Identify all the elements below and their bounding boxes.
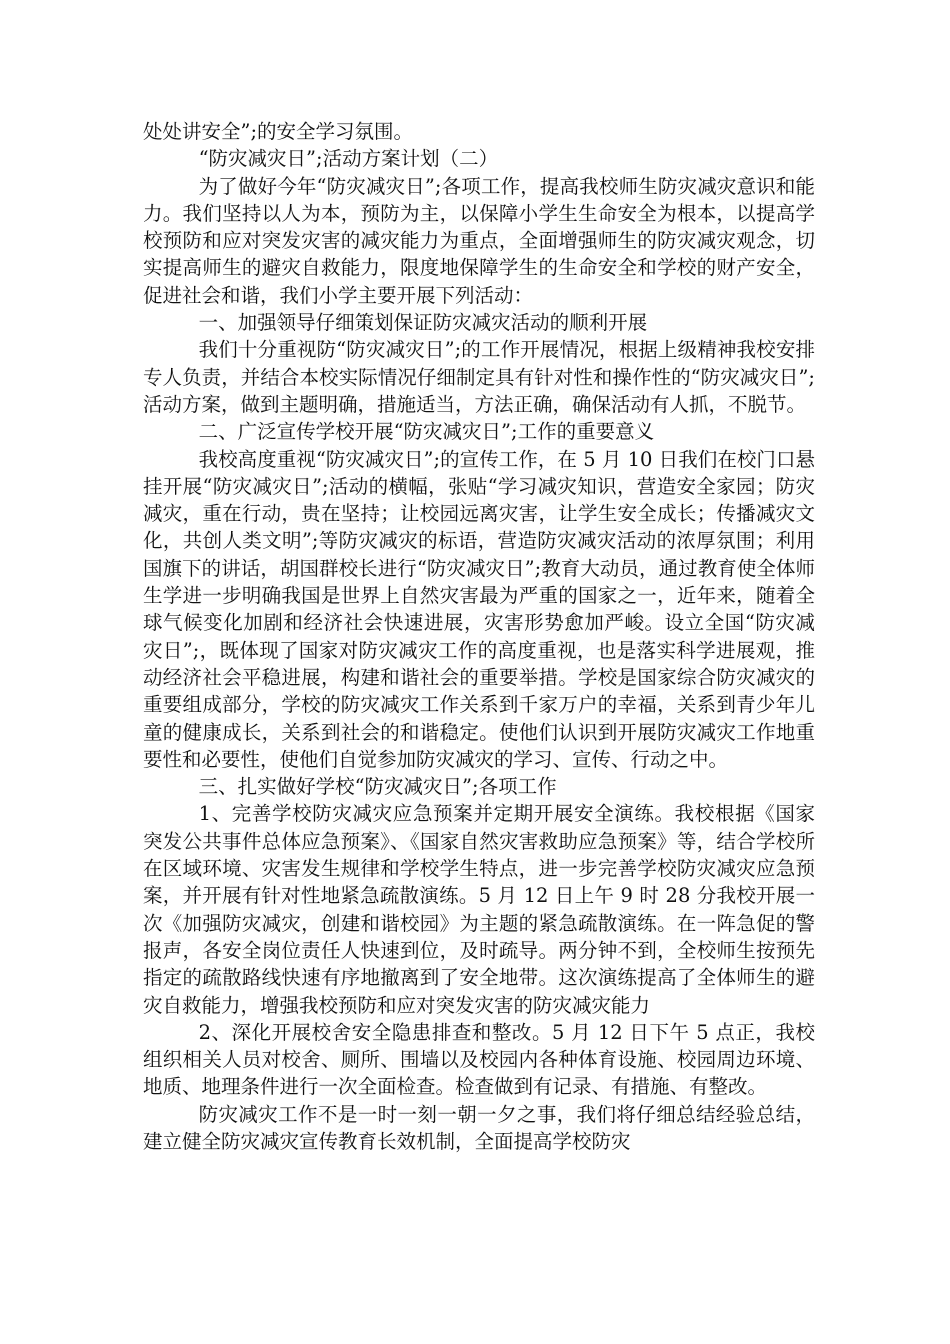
heading-3: 三、扎实做好学校“防灾减灾日”;各项工作: [198, 775, 557, 799]
heading-1: 一、加强领导仔细策划保证防灾减灾活动的顺利开展: [198, 311, 648, 335]
section-title: “防灾减灾日”;活动方案计划（二）: [198, 147, 499, 171]
paragraph-1: 处处讲安全”;的安全学习氛围。: [143, 120, 414, 143]
paragraph-heading-2-body: 我校高度重视“防灾减灾日”;的宣传工作，在 5 月 10 日我们在校门口悬挂开展“防灾减灾日”;活动的横幅，张贴“学习减灾知识，营造安全家园；防灾减灾，重在行动，贵在坚持；让校园远离灾害，让学生安全成长；传播减灾文化，共创人类文明”;等防灾减灾的标语，营造防灾减灾活动的浓厚氛围；利用国旗下的讲话，胡国群校长进行“防灾减灾日”;教育大动员，通过教育使全体师生学进一步明确我国是世界上自然灾害最为严重的国家之一，近年来，随着全球气候变化加剧和经济社会快速进展，灾害形势愈加严峻。设立全国“防灾减灾日”;，既体现了国家对防灾减灾工作的高度重视，也是落实科学进展观，推动经济社会平稳进展，构建和谐社会的重要举措。学校是国家综合防灾减灾的重要组成部分，学校的防灾减灾工作关系到千家万户的幸福，关系到青少年儿童的健康成长，关系到社会的和谐稳定。使他们认识到开展防灾减灾工作地重要性和必要性，使他们自觉参加防灾减灾的学习、宣传、行动之中。: [143, 447, 815, 771]
paragraph-closing: 防灾减灾工作不是一时一刻一朝一夕之事，我们将仔细总结经验总结，建立健全防灾减灾宣传教育长效机制，全面提高学校防灾: [143, 1102, 815, 1153]
heading-2: 二、广泛宣传学校开展“防灾减灾日”;工作的重要意义: [198, 420, 655, 444]
paragraph-item-2: 2、深化开展校舍安全隐患排查和整改。5 月 12 日下午 5 点正，我校组织相关人员对校舍、厕所、围墙以及校园内各种体育设施、校园周边环境、地质、地理条件进行一次全面检查。检查做到有记录、有措施、有整改。: [143, 1020, 815, 1099]
paragraph-heading-1-body: 我们十分重视防“防灾减灾日”;的工作开展情况，根据上级精神我校安排专人负责，并结合本校实际情况仔细制定具有针对性和操作性的“防灾减灾日”;活动方案，做到主题明确，措施适当，方法正确，确保活动有人抓，不脱节。: [143, 338, 815, 416]
document-body: [143, 118, 815, 1155]
paragraph-intro: 为了做好今年“防灾减灾日”;各项工作，提高我校师生防灾减灾意识和能力。我们坚持以人为本，预防为主，以保障小学生生命安全为根本，以提高学校预防和应对突发灾害的减灾能力为重点，全面增强师生的防灾减灾观念，切实提高师生的避灾自救能力，限度地保障学生的生命安全和学校的财产安全，促进社会和谐，我们小学主要开展下列活动：: [143, 174, 815, 307]
paragraph-item-1: 1、完善学校防灾减灾应急预案并定期开展安全演练。我校根据《国家突发公共事件总体应急预案》、《国家自然灾害救助应急预案》等，结合学校所在区域环境、灾害发生规律和学校学生特点，进一步完善学校防灾减灾应急预案，并开展有针对性地紧急疏散演练。5 月 12 日上午 9 时 28 分我校开展一次《加强防灾减灾，创建和谐校园》为主题的紧急疏散演练。在一阵急促的警报声，各安全岗位责任人快速到位，及时疏导。两分钟不到，全校师生按预先指定的疏散路线快速有序地撤离到了安全地带。这次演练提高了全体师生的避灾自救能力，增强我校预防和应对突发灾害的防灾减灾能力: [143, 802, 815, 1017]
